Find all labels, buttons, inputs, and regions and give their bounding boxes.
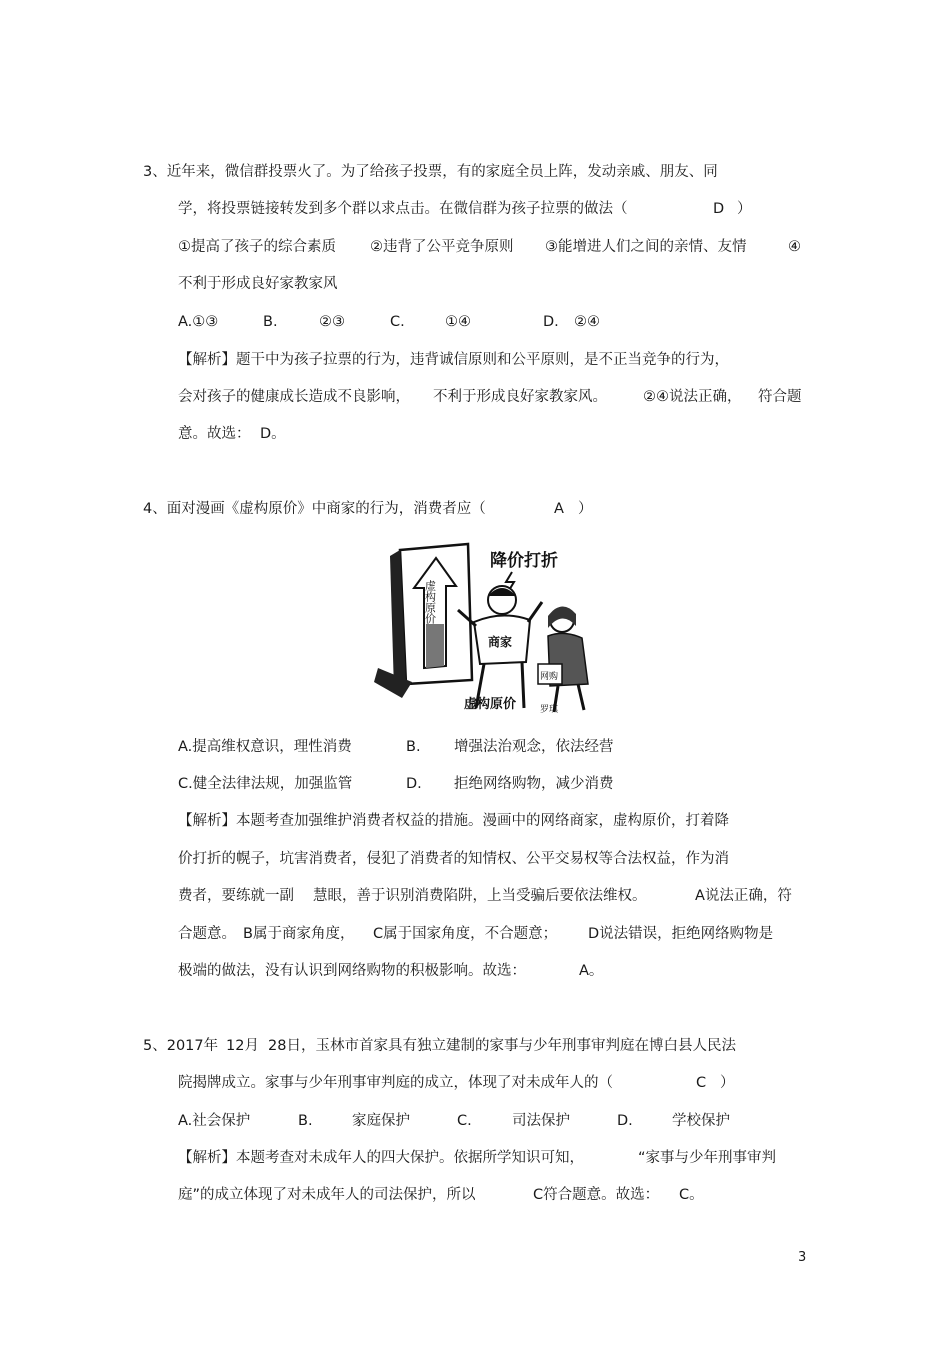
- q3-analysis-line2c: ②④说法正确，: [643, 389, 742, 405]
- option-text: 社会保护: [192, 1113, 251, 1129]
- option-text: 健全法律法规，加强监管: [192, 776, 353, 792]
- q4-option-a: [178, 737, 352, 757]
- q4-analysis-line4b: B属于商家角度，: [243, 926, 355, 942]
- q5-analysis-line2c: C。: [679, 1187, 704, 1203]
- q4-option-d-text: 拒绝网络购物，减少消费: [454, 776, 614, 792]
- q4-analysis-line4c: C属于国家角度，不合题意；: [373, 926, 558, 942]
- option-letter: A.: [178, 314, 193, 330]
- q3-option-a: [178, 312, 218, 332]
- q4-analysis-line5b: A。: [579, 963, 604, 979]
- q3-statement-1: ①提高了孩子的综合素质: [178, 239, 336, 255]
- q3-analysis-line2a: 会对孩子的健康成长造成不良影响，: [178, 389, 410, 405]
- q3-statement-2: ②违背了公平竞争原则: [370, 239, 514, 255]
- q4-option-b-letter: B.: [406, 739, 421, 755]
- q5-option-d-letter: D.: [617, 1113, 633, 1129]
- q5-paren-close: ）: [720, 1075, 735, 1091]
- q3-analysis-line1: 【解析】题干中为孩子拉票的行为，违背诚信原则和公平原则，是不正当竞争的行为，: [178, 352, 729, 368]
- q4-analysis-line5a: 极端的做法，没有认识到网络购物的积极影响。故选：: [178, 963, 526, 979]
- option-text: ①③: [192, 314, 219, 330]
- q3-stem-line1: 3、近年来，微信群投票火了。为了给孩子投票，有的家庭全员上阵，发动亲戚、朋友、同: [143, 164, 718, 180]
- q5-analysis-line1b: “家事与少年刑事审判: [638, 1150, 777, 1166]
- q4-analysis-line1: 【解析】本题考查加强维护消费者权益的措施。漫画中的网络商家，虚构原价，打着降: [178, 813, 729, 829]
- q3-stem-text: 学，将投票链接转发到多个群以求点击。在微信群为孩子拉票的做法（: [178, 201, 628, 217]
- option-letter: A.: [178, 739, 193, 755]
- q3-option-d-letter: D.: [543, 314, 559, 330]
- option-letter: A.: [178, 1113, 193, 1129]
- q3-stem-line2: [178, 199, 628, 219]
- q3-analysis-line3b: D。: [260, 426, 286, 442]
- q5-analysis-line2b: C符合题意。故选：: [533, 1187, 660, 1203]
- q4-paren-close: ）: [578, 501, 593, 517]
- cartoon-illustration: [372, 540, 618, 718]
- q3-analysis-line2b: 不利于形成良好家教家风。: [433, 389, 607, 405]
- q4-answer: A: [554, 501, 564, 517]
- q5-option-c-text: 司法保护: [512, 1113, 570, 1129]
- q3-option-d-text: ②④: [574, 314, 600, 330]
- q5-option-d-text: 学校保护: [672, 1113, 730, 1129]
- merchant-label: 商家: [488, 635, 513, 649]
- q3-statement-3: ③能增进人们之间的亲情、友情: [545, 239, 747, 255]
- page-number: 3: [798, 1250, 807, 1265]
- q3-option-c-letter: C.: [390, 314, 405, 330]
- q5-stem-line1a: 5、2017年: [143, 1038, 219, 1054]
- cartoon-artist: 罗琪: [540, 705, 559, 715]
- q4-analysis-line2: 价打折的幌子，坑害消费者，侵犯了消费者的知情权、公平交易权等合法权益，作为消: [178, 851, 729, 867]
- q3-option-b-text: ②③: [319, 314, 345, 330]
- q5-stem-line2: 院揭牌成立。家事与少年刑事审判庭的成立，体现了对未成年人的（: [178, 1075, 613, 1091]
- q5-analysis-line2a: 庭”的成立体现了对未成年人的司法保护，所以: [178, 1187, 476, 1203]
- q5-option-c-letter: C.: [457, 1113, 472, 1129]
- q3-option-b-letter: B.: [263, 314, 278, 330]
- q5-option-b-letter: B.: [298, 1113, 313, 1129]
- q3-analysis-line3a: 意。故选：: [178, 426, 251, 442]
- q5-answer: C: [696, 1075, 707, 1091]
- q4-option-d-letter: D.: [406, 776, 422, 792]
- q5-option-b-text: 家庭保护: [352, 1113, 410, 1129]
- q4-analysis-line3c: A说法正确，符: [695, 888, 792, 904]
- banner-text: 降价打折: [490, 551, 558, 571]
- q4-stem-line1: 4、面对漫画《虚构原价》中商家的行为，消费者应（: [143, 501, 486, 517]
- q3-paren-close: ）: [737, 201, 752, 217]
- q5-option-a: [178, 1111, 250, 1131]
- option-text: 提高维权意识，理性消费: [192, 739, 352, 755]
- cartoon-caption: 虚构原价: [464, 697, 517, 712]
- q4-option-b-text: 增强法治观念，依法经营: [454, 739, 614, 755]
- q5-analysis-line1a: 【解析】本题考查对未成年人的四大保护。依据所学知识可知，: [178, 1150, 584, 1166]
- sign-label: 虚构原价: [423, 580, 437, 624]
- sign-text: [424, 579, 437, 624]
- q4-analysis-line3a: 费者，要练就一副: [178, 888, 294, 904]
- bag-label: 网购: [540, 672, 559, 682]
- q4-analysis-line3b: 慧眼，善于识别消费陷阱，上当受骗后要依法维权。: [313, 888, 647, 904]
- q5-stem-line1b: 12月: [226, 1038, 259, 1054]
- q3-analysis-line2d: 符合题: [758, 389, 802, 405]
- q4-option-c: [178, 774, 352, 794]
- option-letter: C.: [178, 776, 193, 792]
- q3-statement-4-text: 不利于形成良好家教家风: [178, 276, 338, 292]
- q3-statement-4-marker: ④: [788, 239, 801, 255]
- q3-answer: D: [713, 201, 725, 217]
- q4-analysis-line4d: D说法错误，拒绝网络购物是: [588, 926, 774, 942]
- q3-option-c-text: ①④: [445, 314, 471, 330]
- q5-stem-line1c: 28日，玉林市首家具有独立建制的家事与少年刑事审判庭在博白县人民法: [268, 1038, 736, 1054]
- q4-analysis-line4a: 合题意。: [178, 926, 236, 942]
